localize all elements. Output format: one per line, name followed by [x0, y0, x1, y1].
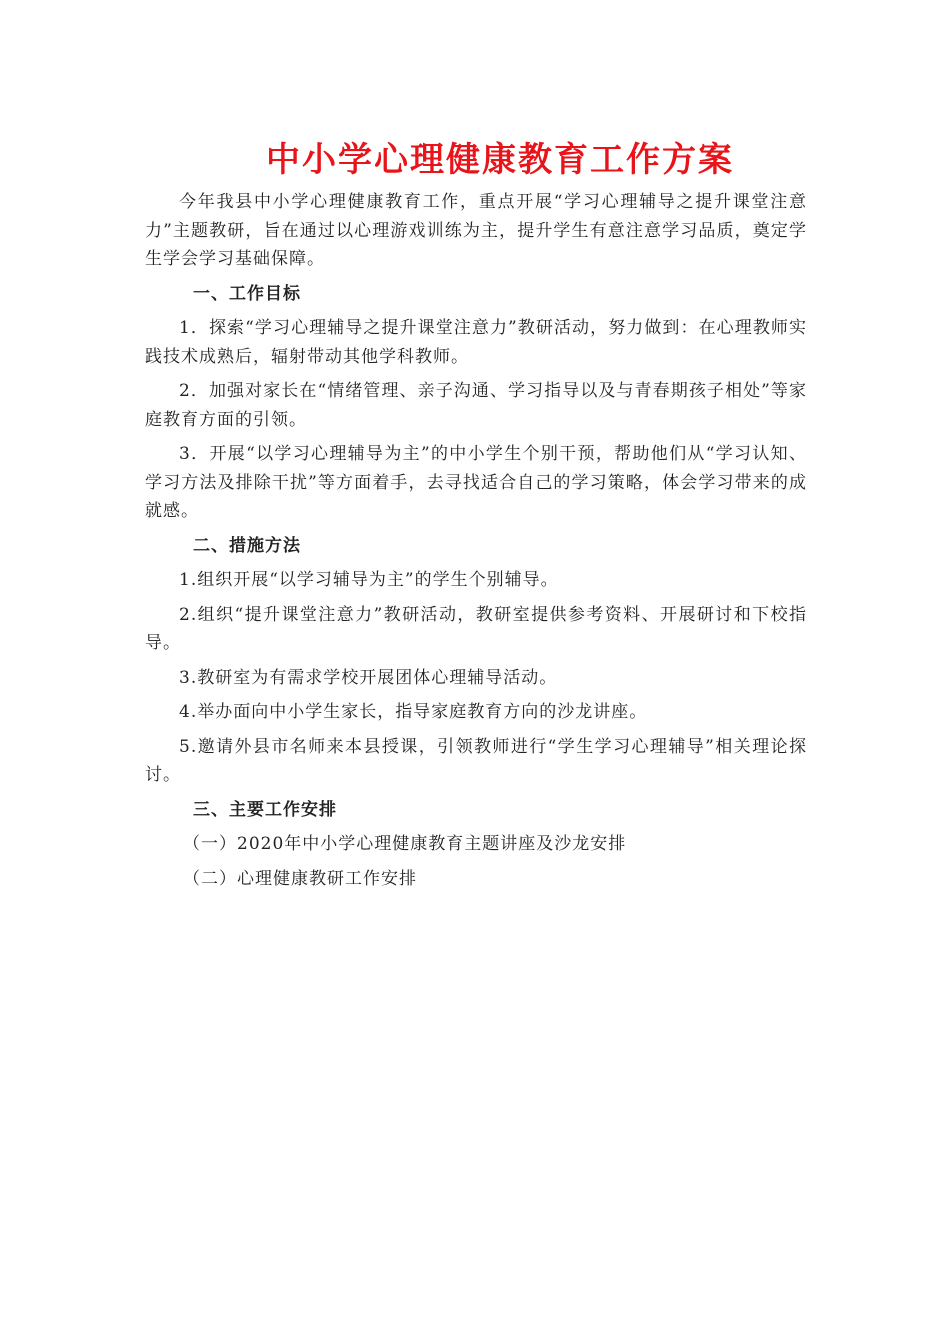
measure-item-1: 1.组织开展“以学习辅导为主”的学生个别辅导。 [179, 570, 559, 590]
section-heading-arrangements: 三、主要工作安排 [193, 799, 337, 820]
measure-item-4: 4.举办面向中小学生家长，指导家庭教育方向的沙龙讲座。 [179, 702, 648, 722]
goal-item-1: 1．探索“学习心理辅导之提升课堂注意力”教研活动，努力做到：在心理教师实践技术成熟后，辐射带动其他学科教师。 [145, 318, 807, 367]
arrangement-subitem-1: （一）2020年中小学心理健康教育主题讲座及沙龙安排 [183, 834, 627, 854]
measure-item-2: 2.组织“提升课堂注意力”教研活动，教研室提供参考资料、开展研讨和下校指导。 [145, 604, 807, 653]
measure-item-3: 3.教研室为有需求学校开展团体心理辅导活动。 [179, 667, 558, 688]
goal-item-3: 3．开展“以学习心理辅导为主”的中小学生个别干预，帮助他们从“学习认知、学习方法及排除干扰”等方面着手，去寻找适合自己的学习策略，体会学习带来的成就感。 [145, 444, 807, 521]
document-title: 中小学心理健康教育工作方案 [266, 140, 734, 180]
arrangement-subitem-2: （二）心理健康教研工作安排 [183, 868, 417, 889]
intro-paragraph: 今年我县中小学心理健康教育工作，重点开展“学习心理辅导之提升课堂注意力”主题教研，旨在通过以心理游戏训练为主，提升学生有意注意学习品质，奠定学生学会学习基础保障。 [145, 192, 807, 269]
section-heading-measures: 二、措施方法 [193, 535, 301, 556]
measure-item-5: 5.邀请外县市名师来本县授课，引领教师进行“学生学习心理辅导”相关理论探讨。 [145, 736, 807, 785]
document-body [145, 188, 807, 899]
section-heading-goals: 一、工作目标 [193, 283, 301, 304]
goal-item-2: 2．加强对家长在“情绪管理、亲子沟通、学习指导以及与青春期孩子相处”等家庭教育方面的引领。 [145, 381, 807, 430]
